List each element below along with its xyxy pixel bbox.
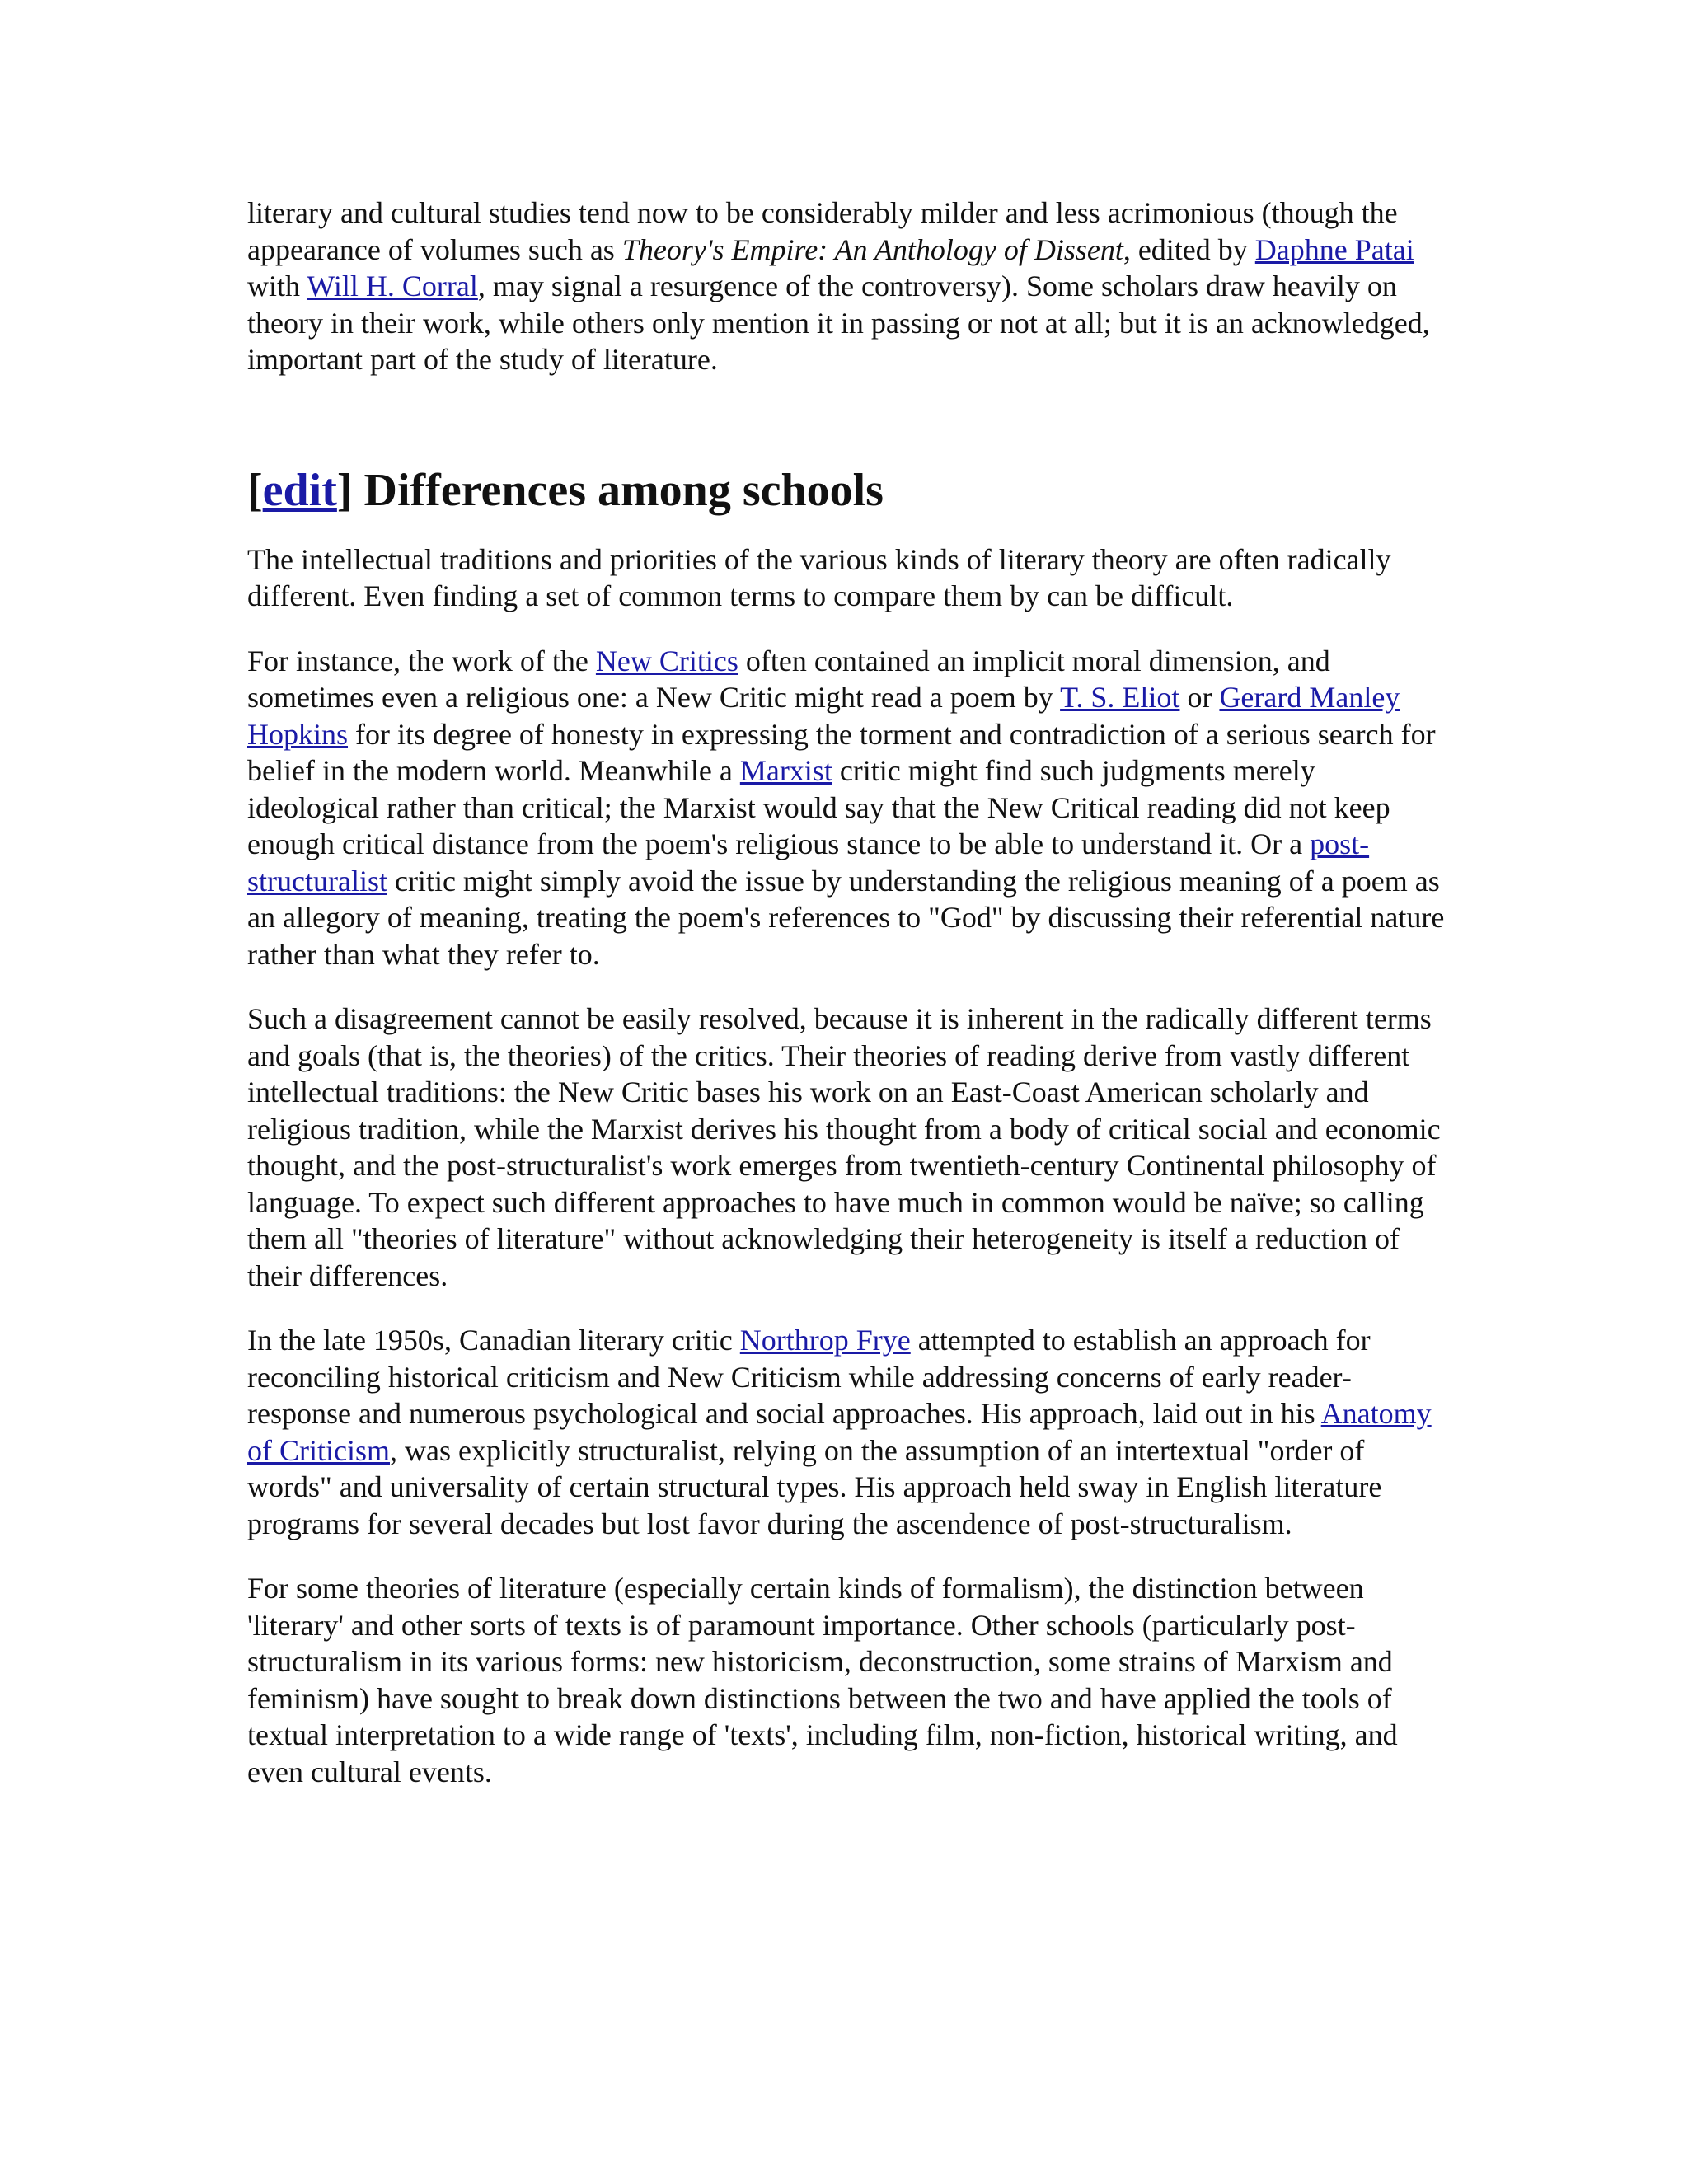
paragraph-intro-continued	[247, 194, 1451, 378]
document-page	[247, 194, 1451, 1818]
paragraph-literary-distinction: For some theories of literature (especially certain kinds of formalism), the distinction between 'literary' and other sorts of texts is of paramount importance. Other schools (particularly post-structuralism in its various forms: new historicism, deconstruction, some strains of Marxism and feminism) have sought to break down distinctions between the two and have applied the tools of textual interpretation to a wide range of 'texts', including film, non-fiction, historical writing, and even cultural events.	[247, 1572, 1398, 1788]
text-run: In the late 1950s, Canadian literary critic	[247, 1324, 740, 1357]
section-heading	[247, 464, 1451, 517]
text-run: attempted to establish an approach for reconciling historical criticism and New Criticism while addressing concerns of early reader-response and numerous psychological and social approaches. His approach, laid out in his	[247, 1324, 1371, 1430]
text-run: literary and cultural studies tend now to be considerably milder and less acrimonious (though the appearance of volumes such as	[247, 196, 1398, 266]
book-title: Theory's Empire: An Anthology of Dissent	[621, 232, 1123, 266]
link-northrop-frye[interactable]: Northrop Frye	[739, 1324, 911, 1357]
link-daphne-patai[interactable]: Daphne Patai	[1254, 232, 1414, 266]
paragraph-new-critics	[247, 643, 1451, 973]
text-run: , was explicitly structuralist, relying on the assumption of an intertextual "order of words" and universality of certain structural types. His approach held sway in English literature programs for several decades but lost favor during the ascendence of post-structuralism.	[247, 1433, 1382, 1540]
text-run: , edited by	[1123, 232, 1255, 266]
link-marxist[interactable]: Marxist	[739, 754, 832, 787]
text-run: , may signal a resurgence of the controversy). Some scholars draw heavily on theory in their work, while others only mention it in passing or not at all; but it is an acknowledged, important part of the study of literature.	[247, 269, 1430, 376]
link-will-corral[interactable]: Will H. Corral	[307, 269, 478, 302]
bracket-close: ]	[336, 464, 353, 516]
text-run: For instance, the work of the	[247, 644, 596, 677]
link-anatomy-of-criticism[interactable]: Anatomy of Criticism	[247, 1397, 1432, 1467]
paragraph-northrop-frye	[247, 1322, 1451, 1542]
paragraph-disagreement: Such a disagreement cannot be easily resolved, because it is inherent in the radically different terms and goals (that is, the theories) of the critics. Their theories of reading derive from vastly different intellectual traditions: the New Critic bases his work on an East-Coast American scholarly and religious tradition, while the Marxist derives his thought from a body of critical social and economic thought, and the post-structuralist's work emerges from twentieth-century Continental philosophy of language. To expect such different approaches to have much in common would be naïve; so calling them all "theories of literature" without acknowledging their heterogeneity is itself a reduction of their differences.	[247, 1002, 1441, 1292]
section-title: Differences among schools	[352, 464, 884, 516]
text-run: with	[247, 269, 307, 302]
text-run: critic might find such judgments merely ideological rather than critical; the Marxist would say that the New Critical reading did not keep enough critical distance from the poem's religious stance to be able to understand it. Or a	[247, 754, 1390, 860]
text-run: or	[1179, 681, 1220, 714]
paragraph-intellectual-traditions: The intellectual traditions and priorities of the various kinds of literary theory are often radically different. Even finding a set of common terms to compare them by can be difficult.	[247, 542, 1391, 612]
link-post-structuralist[interactable]: post-structuralist	[247, 827, 1370, 898]
link-gerard-manley-hopkins[interactable]: Gerard Manley Hopkins	[247, 681, 1400, 751]
text-run: for its degree of honesty in expressing the torment and contradiction of a serious search for belief in the modern world. Meanwhile a	[247, 717, 1436, 787]
edit-link[interactable]: edit	[262, 464, 337, 516]
link-new-critics[interactable]: New Critics	[595, 644, 738, 677]
text-run: often contained an implicit moral dimension, and sometimes even a religious one: a New Critic might read a poem by	[247, 644, 1330, 714]
link-ts-eliot[interactable]: T. S. Eliot	[1060, 681, 1180, 714]
text-run: critic might simply avoid the issue by understanding the religious meaning of a poem as an allegory of meaning, treating the poem's references to "God" by discussing their referential nature rather than what they refer to.	[247, 864, 1445, 971]
bracket-open: [	[247, 464, 263, 516]
